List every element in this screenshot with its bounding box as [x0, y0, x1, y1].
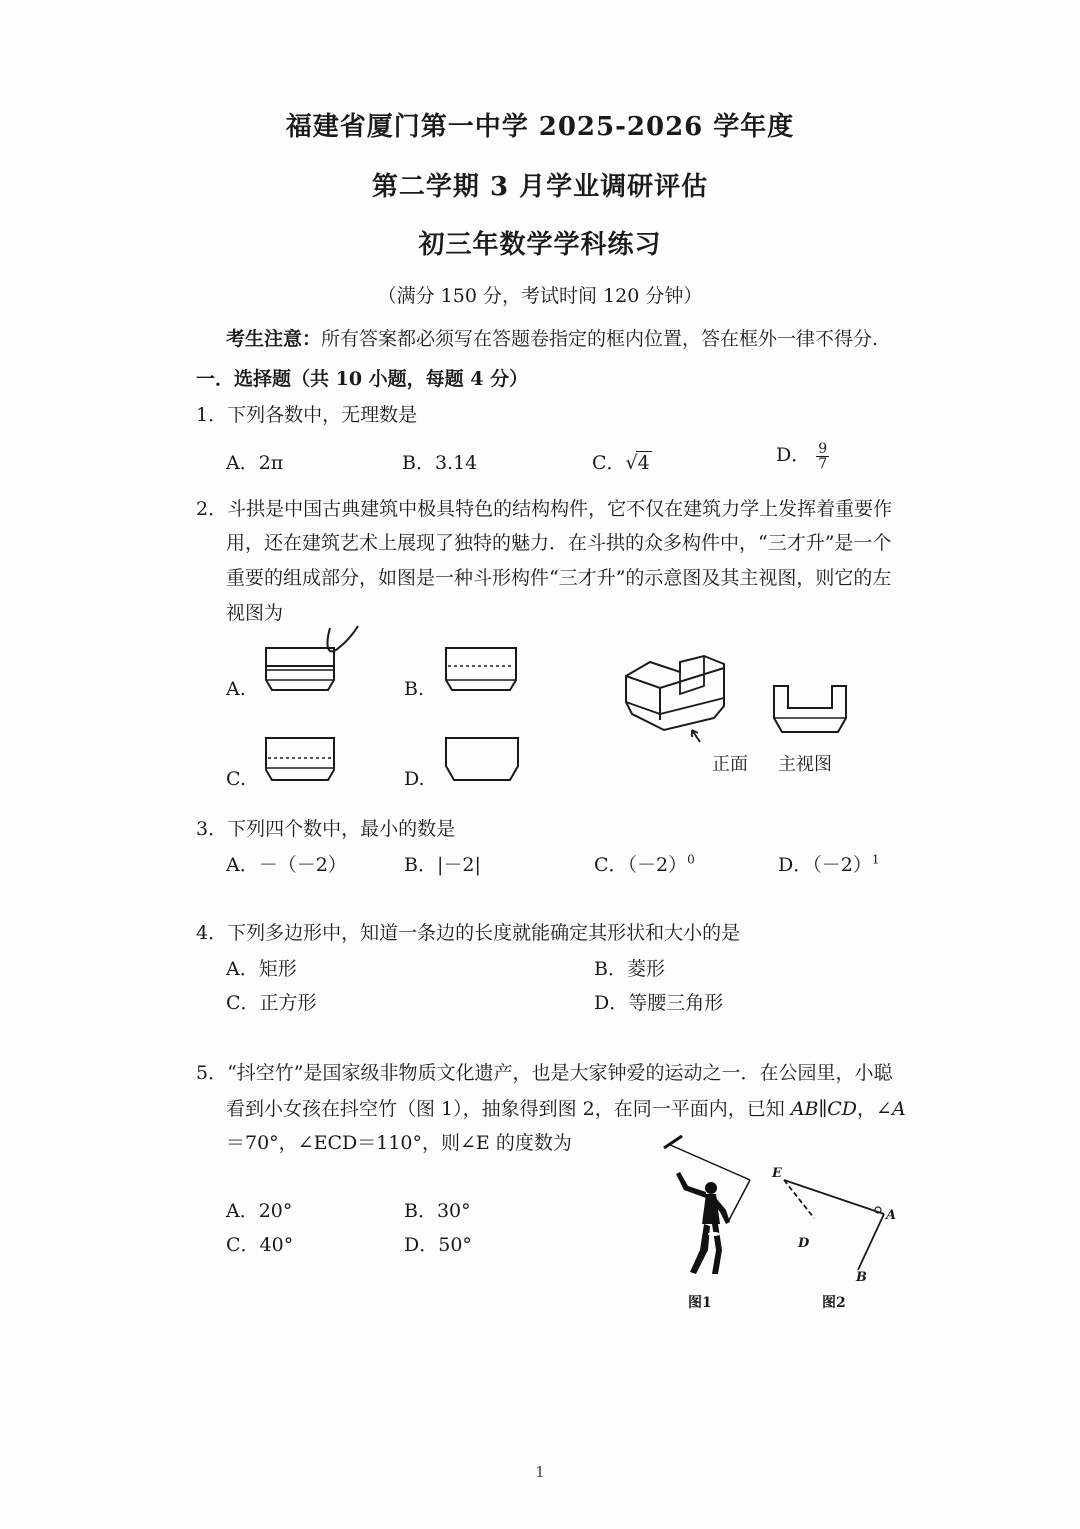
q2-option-a-figure [264, 622, 364, 694]
candidate-notice [226, 324, 878, 351]
q5-option-b: B．30° [404, 1200, 471, 1222]
q2-3d-sketch [620, 654, 740, 754]
q4-option-b: B．菱形 [594, 958, 665, 980]
q5-angle-sign: ，∠ [857, 1098, 892, 1120]
q3-option-b: B．|－2| [404, 854, 481, 876]
q1-option-c [592, 448, 652, 475]
q2-line3: 重要的组成部分，如图是一种斗形构件“三才升”的示意图及其主视图，则它的左 [226, 567, 892, 589]
q1-d-prefix: D． [776, 444, 811, 466]
q4-option-d: D．等腰三角形 [594, 992, 724, 1014]
q3-c-base: C．（－2） [594, 854, 688, 876]
front-face-label: 正面 [712, 754, 748, 775]
point-d-label: D [798, 1236, 810, 1251]
point-e-label: E [772, 1166, 782, 1181]
q1-c-radicand: 4 [637, 452, 650, 474]
q3-d-exponent: 1 [871, 852, 880, 867]
q1-d-denominator: 7 [818, 455, 828, 472]
section-title: 一．选择题（共 10 小题，每题 4 分） [196, 368, 529, 390]
notice-label: 考生注意： [226, 328, 322, 350]
q5-line2 [226, 1094, 906, 1121]
q1-d-fraction [816, 442, 829, 471]
q3-c-exponent: 0 [687, 852, 695, 867]
q5-line2-text: 看到小女孩在抖空竹（图 1），抽象得到图 2，在同一平面内，已知 [226, 1098, 791, 1120]
exam-title-line3: 初三年数学学科练习 [418, 230, 662, 260]
main-view-label: 主视图 [778, 754, 832, 775]
q5-fig2-caption: 图2 [822, 1295, 846, 1311]
q2-option-a: A. [226, 678, 246, 700]
q4-stem: 4．下列多边形中，知道一条边的长度就能确定其形状和大小的是 [196, 922, 741, 944]
q1-d-numerator: 9 [818, 440, 828, 457]
page-number: 1 [535, 1463, 545, 1481]
point-b-label: B [856, 1270, 867, 1285]
q5-option-d: D．50° [404, 1234, 472, 1256]
q3-option-c [594, 850, 695, 877]
q5-option-c: C．40° [226, 1234, 294, 1256]
notice-text: 所有答案都必须写在答题卷指定的框内位置，答在框外一律不得分. [321, 328, 879, 350]
q5-figure2-geometry [774, 1170, 904, 1280]
q2-option-c: C. [226, 768, 246, 790]
q1-option-d [776, 440, 829, 471]
q2-option-d-figure [444, 736, 524, 784]
q5-parallel-expr: AB∥CD [790, 1098, 858, 1120]
q2-option-b: B. [404, 678, 425, 700]
q2-option-c-figure [264, 736, 340, 784]
q3-d-base: D．（－2） [778, 854, 872, 876]
point-a-label: A [886, 1208, 897, 1223]
q5-angle-a: A [891, 1098, 906, 1120]
q2-line1: 2．斗拱是中国古典建筑中极具特色的结构构件，它不仅在建筑力学上发挥着重要作 [196, 498, 893, 520]
q1-option-b: B．3.14 [402, 452, 478, 474]
q3-stem: 3．下列四个数中，最小的数是 [196, 818, 456, 840]
q5-fig1-caption: 图1 [688, 1295, 712, 1311]
q1-option-a: A．2π [226, 452, 284, 474]
q1-c-prefix: C．√ [592, 452, 638, 474]
q3-option-a: A．－（－2） [226, 854, 347, 876]
q1-stem: 1．下列各数中，无理数是 [196, 404, 418, 426]
exam-title-line1: 福建省厦门第一中学 2025-2026 学年度 [285, 112, 795, 142]
score-time-note: （满分 150 分，考试时间 120 分钟） [377, 285, 703, 307]
q5-line3: ＝70°，∠ECD＝110°，则∠E 的度数为 [226, 1132, 572, 1154]
q2-line2: 用，还在建筑艺术上展现了独特的魅力．在斗拱的众多构件中，“三才升”是一个 [226, 532, 892, 554]
q2-main-view-figure [772, 684, 852, 738]
q4-option-c: C．正方形 [226, 992, 317, 1014]
q2-option-b-figure [444, 646, 520, 694]
q5-option-a: A．20° [226, 1200, 293, 1222]
exam-title-line2: 第二学期 3 月学业调研评估 [371, 172, 709, 202]
q2-option-d: D. [404, 768, 425, 790]
q2-line4: 视图为 [226, 602, 284, 624]
q3-option-d [778, 850, 879, 877]
q5-line1: 5．“抖空竹”是国家级非物质文化遗产，也是大家钟爱的运动之一．在公园里，小聪 [196, 1062, 893, 1084]
q4-option-a: A．矩形 [226, 958, 297, 980]
q5-figure1-girl [654, 1134, 764, 1284]
